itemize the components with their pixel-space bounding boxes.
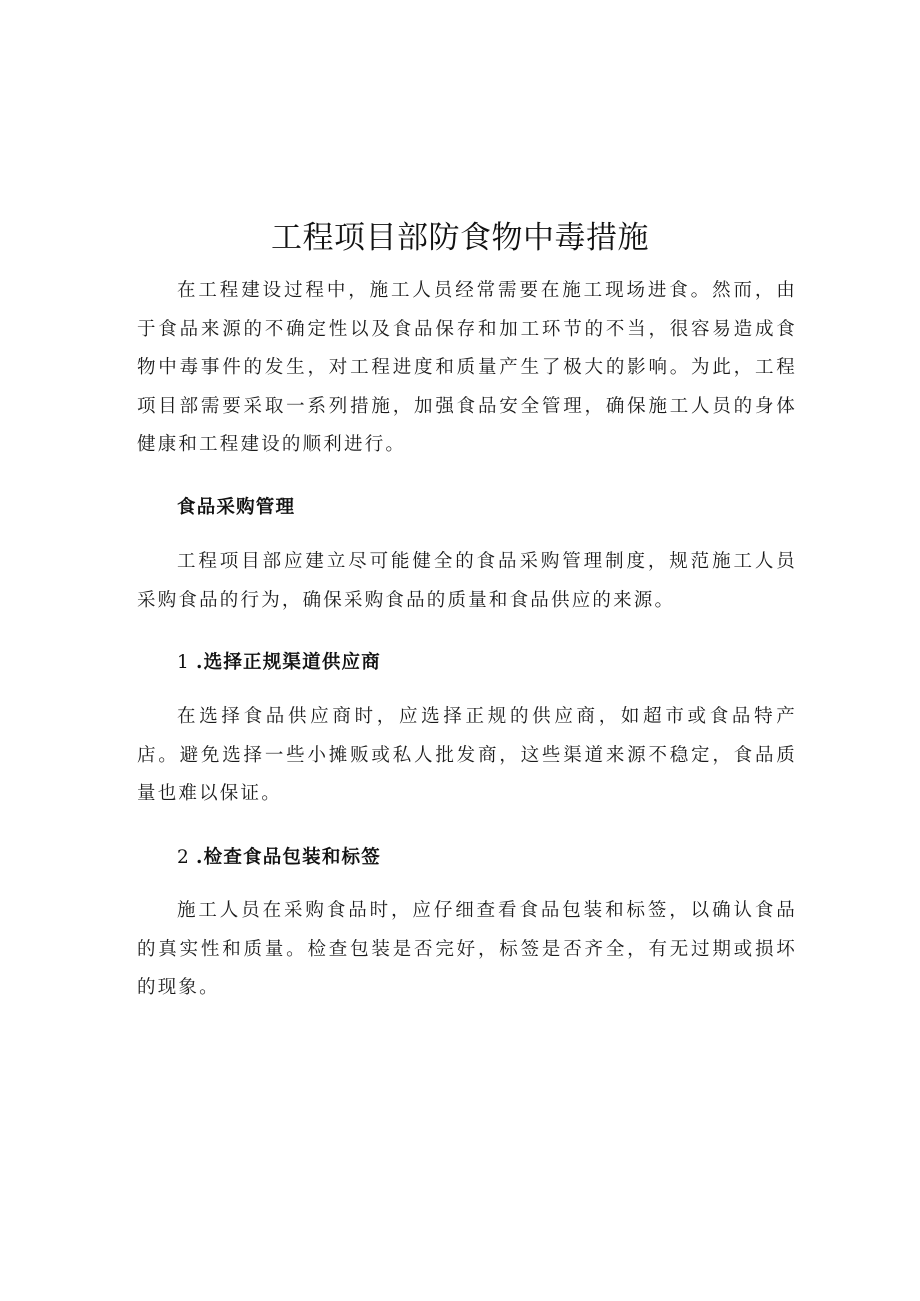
- section-paragraph: 工程项目部应建立尽可能健全的食品采购管理制度，规范施工人员采购食品的行为，确保采购食品的质量和食品供应的来源。: [137, 551, 797, 611]
- item-1-heading: [177, 648, 381, 678]
- intro-paragraph: 在工程建设过程中，施工人员经常需要在施工现场进食。然而，由于食品来源的不确定性以及食品保存和加工环节的不当，很容易造成食物中毒事件的发生，对工程进度和质量产生了极大的影响。为此，工程项目部需要采取一系列措施，加强食品安全管理，确保施工人员的身体健康和工程建设的顺利进行。: [137, 280, 797, 455]
- item-2-heading: [177, 843, 381, 873]
- item-1-paragraph: 在选择食品供应商时，应选择正规的供应商，如超市或食品特产店。避免选择一些小摊贩或私人批发商，这些渠道来源不稳定，食品质量也难以保证。: [137, 706, 797, 804]
- item-2-paragraph: 施工人员在采购食品时，应仔细查看食品包装和标签，以确认食品的真实性和质量。检查包装是否完好，标签是否齐全，有无过期或损坏的现象。: [137, 900, 797, 998]
- item-2-number: 2: [177, 847, 190, 868]
- item-1-number: 1: [177, 652, 190, 673]
- page-title: 工程项目部防食物中毒措施: [271, 220, 649, 256]
- item-1-heading-text: .选择正规渠道供应商: [195, 652, 381, 673]
- section-heading: 食品采购管理: [177, 497, 296, 518]
- item-2-heading-text: .检查食品包装和标签: [195, 847, 381, 868]
